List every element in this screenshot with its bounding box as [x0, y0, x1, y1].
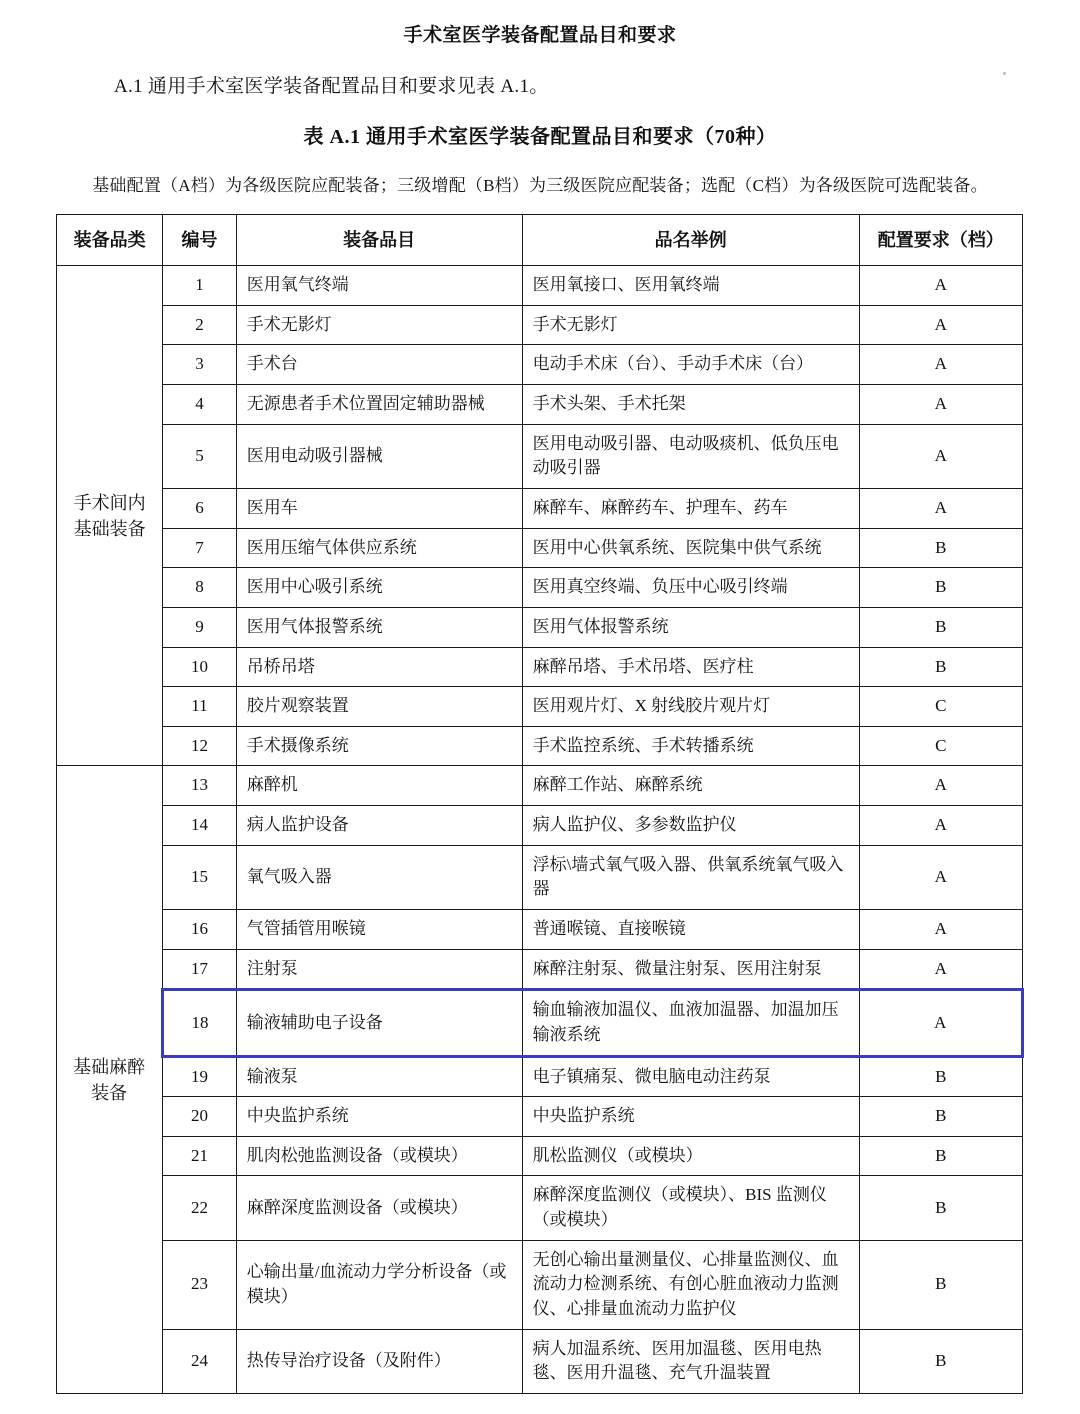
equipment-item: 医用压缩气体供应系统 [236, 528, 522, 568]
requirement-level: B [859, 647, 1022, 687]
equipment-item: 病人监护设备 [236, 806, 522, 846]
equipment-item: 热传导治疗设备（及附件） [236, 1329, 522, 1393]
table-caption: 表 A.1 通用手术室医学装备配置品目和要求（70种） [303, 126, 777, 148]
configuration-note: 基础配置（A档）为各级医院应配装备；三级增配（B档）为三级医院应配装备；选配（C档）为各级医院可选配装备。 [92, 176, 988, 195]
requirement-level: B [859, 607, 1022, 647]
equipment-example: 浮标\墙式氧气吸入器、供氧系统氧气吸入器 [522, 845, 859, 909]
requirement-level: C [859, 726, 1022, 766]
equipment-item: 医用中心吸引系统 [236, 568, 522, 608]
table-row [57, 1176, 1023, 1240]
requirement-level: A [859, 424, 1022, 488]
equipment-example: 医用中心供氧系统、医院集中供气系统 [522, 528, 859, 568]
equipment-example: 肌松监测仪（或模块） [522, 1136, 859, 1176]
row-number: 20 [163, 1097, 237, 1137]
requirement-level: B [859, 1056, 1022, 1097]
row-number: 21 [163, 1136, 237, 1176]
table-row [57, 909, 1023, 949]
header-example: 品名举例 [522, 215, 859, 266]
row-number: 12 [163, 726, 237, 766]
equipment-item: 医用车 [236, 488, 522, 528]
row-number: 19 [163, 1056, 237, 1097]
header-number: 编号 [163, 215, 237, 266]
equipment-item: 医用气体报警系统 [236, 607, 522, 647]
requirement-level: A [859, 806, 1022, 846]
requirement-level: B [859, 1136, 1022, 1176]
requirement-level: A [859, 990, 1022, 1056]
equipment-item: 氧气吸入器 [236, 845, 522, 909]
equipment-example: 麻醉深度监测仪（或模块）、BIS 监测仪（或模块） [522, 1176, 859, 1240]
row-number: 17 [163, 949, 237, 990]
equipment-example: 医用电动吸引器、电动吸痰机、低负压电动吸引器 [522, 424, 859, 488]
equipment-table [56, 214, 1024, 1394]
equipment-item: 手术摄像系统 [236, 726, 522, 766]
equipment-example: 医用观片灯、X 射线胶片观片灯 [522, 687, 859, 727]
requirement-level: C [859, 687, 1022, 727]
equipment-item: 注射泵 [236, 949, 522, 990]
table-row [57, 424, 1023, 488]
equipment-item: 医用氧气终端 [236, 266, 522, 306]
requirement-level: B [859, 1240, 1022, 1329]
row-number: 4 [163, 385, 237, 425]
equipment-example: 手术头架、手术托架 [522, 385, 859, 425]
equipment-item: 医用电动吸引器械 [236, 424, 522, 488]
requirement-level: A [859, 266, 1022, 306]
table-row [57, 1097, 1023, 1137]
equipment-item: 吊桥吊塔 [236, 647, 522, 687]
equipment-example: 麻醉车、麻醉药车、护理车、药车 [522, 488, 859, 528]
table-row [57, 385, 1023, 425]
requirement-level: A [859, 488, 1022, 528]
equipment-example: 病人监护仪、多参数监护仪 [522, 806, 859, 846]
equipment-example: 电子镇痛泵、微电脑电动注药泵 [522, 1056, 859, 1097]
equipment-item: 麻醉机 [236, 766, 522, 806]
requirement-level: A [859, 909, 1022, 949]
equipment-example: 病人加温系统、医用加温毯、医用电热毯、医用升温毯、充气升温装置 [522, 1329, 859, 1393]
page-speck [1003, 72, 1006, 75]
row-number: 9 [163, 607, 237, 647]
requirement-level: A [859, 949, 1022, 990]
row-number: 6 [163, 488, 237, 528]
header-item: 装备品目 [236, 215, 522, 266]
row-number: 14 [163, 806, 237, 846]
requirement-level: B [859, 1329, 1022, 1393]
row-number: 11 [163, 687, 237, 727]
table-row [57, 568, 1023, 608]
requirement-level: A [859, 766, 1022, 806]
requirement-level: B [859, 568, 1022, 608]
equipment-example: 医用气体报警系统 [522, 607, 859, 647]
equipment-example: 麻醉吊塔、手术吊塔、医疗柱 [522, 647, 859, 687]
equipment-example: 普通喉镜、直接喉镜 [522, 909, 859, 949]
table-row [57, 1329, 1023, 1393]
row-number: 1 [163, 266, 237, 306]
equipment-item: 心输出量/血流动力学分析设备（或模块） [236, 1240, 522, 1329]
equipment-example: 医用真空终端、负压中心吸引终端 [522, 568, 859, 608]
equipment-example: 手术无影灯 [522, 305, 859, 345]
table-body [57, 266, 1023, 1394]
table-row [57, 1240, 1023, 1329]
row-number: 2 [163, 305, 237, 345]
row-number: 18 [163, 990, 237, 1056]
equipment-item: 输液泵 [236, 1056, 522, 1097]
requirement-level: A [859, 345, 1022, 385]
equipment-item: 手术台 [236, 345, 522, 385]
equipment-item: 输液辅助电子设备 [236, 990, 522, 1056]
row-number: 24 [163, 1329, 237, 1393]
table-row [57, 726, 1023, 766]
table-row [57, 607, 1023, 647]
clause-text: A.1 通用手术室医学装备配置品目和要求见表 A.1。 [114, 76, 549, 97]
header-category: 装备品类 [57, 215, 163, 266]
equipment-example: 电动手术床（台）、手动手术床（台） [522, 345, 859, 385]
requirement-level: B [859, 1176, 1022, 1240]
table-row [57, 528, 1023, 568]
table-row [57, 345, 1023, 385]
table-row [57, 806, 1023, 846]
row-number: 10 [163, 647, 237, 687]
requirement-level: A [859, 305, 1022, 345]
equipment-item: 气管插管用喉镜 [236, 909, 522, 949]
header-requirement: 配置要求（档） [859, 215, 1022, 266]
equipment-item: 麻醉深度监测设备（或模块） [236, 1176, 522, 1240]
equipment-item: 手术无影灯 [236, 305, 522, 345]
table-row [57, 990, 1023, 1056]
table-row [57, 305, 1023, 345]
table-row [57, 845, 1023, 909]
equipment-example: 麻醉注射泵、微量注射泵、医用注射泵 [522, 949, 859, 990]
category-cell: 手术间内 基础装备 [57, 266, 163, 766]
equipment-item: 肌肉松弛监测设备（或模块） [236, 1136, 522, 1176]
equipment-example: 手术监控系统、手术转播系统 [522, 726, 859, 766]
row-number: 22 [163, 1176, 237, 1240]
requirement-level: A [859, 385, 1022, 425]
table-row [57, 488, 1023, 528]
table-header-row [57, 215, 1023, 266]
equipment-item: 中央监护系统 [236, 1097, 522, 1137]
equipment-example: 麻醉工作站、麻醉系统 [522, 766, 859, 806]
equipment-example: 医用氧接口、医用氧终端 [522, 266, 859, 306]
requirement-level: B [859, 528, 1022, 568]
row-number: 3 [163, 345, 237, 385]
row-number: 5 [163, 424, 237, 488]
requirement-level: B [859, 1097, 1022, 1137]
equipment-example: 输血输液加温仪、血液加温器、加温加压输液系统 [522, 990, 859, 1056]
row-number: 15 [163, 845, 237, 909]
table-row [57, 766, 1023, 806]
table-row [57, 1056, 1023, 1097]
page-title: 手术室医学装备配置品目和要求 [403, 25, 677, 46]
equipment-example: 无创心输出量测量仪、心排量监测仪、血流动力检测系统、有创心脏血液动力监测仪、心排量血流动力监护仪 [522, 1240, 859, 1329]
row-number: 23 [163, 1240, 237, 1329]
row-number: 8 [163, 568, 237, 608]
table-row [57, 266, 1023, 306]
table-row [57, 949, 1023, 990]
table-row [57, 1136, 1023, 1176]
table-row [57, 647, 1023, 687]
category-cell: 基础麻醉 装备 [57, 766, 163, 1394]
equipment-example: 中央监护系统 [522, 1097, 859, 1137]
row-number: 16 [163, 909, 237, 949]
equipment-item: 无源患者手术位置固定辅助器械 [236, 385, 522, 425]
row-number: 13 [163, 766, 237, 806]
table-row [57, 687, 1023, 727]
row-number: 7 [163, 528, 237, 568]
requirement-level: A [859, 845, 1022, 909]
equipment-item: 胶片观察装置 [236, 687, 522, 727]
